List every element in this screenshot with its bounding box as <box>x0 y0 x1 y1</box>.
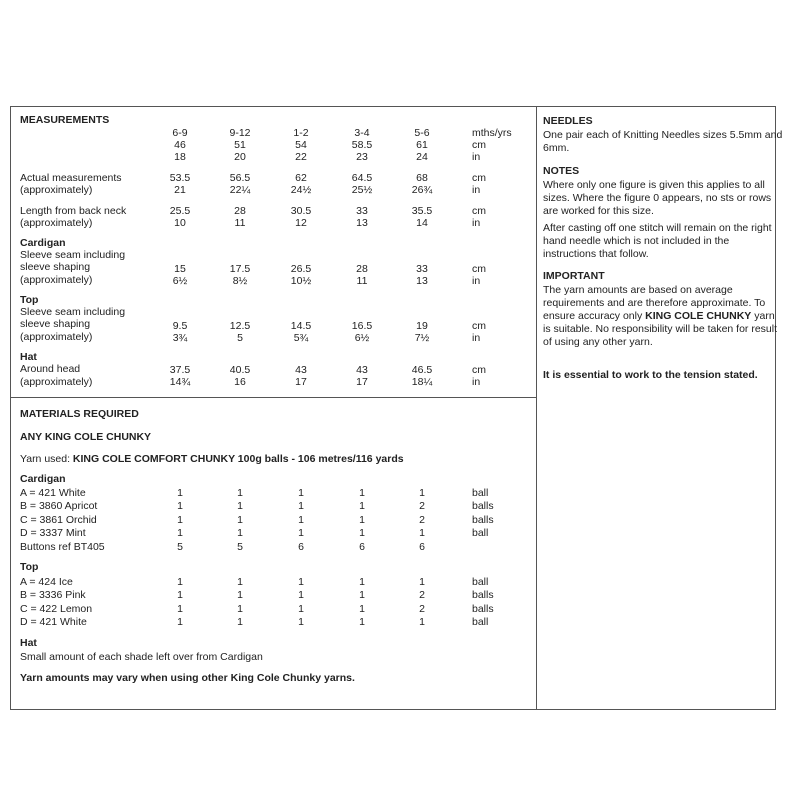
unit-cm: cm <box>472 320 486 332</box>
hat-cm-value: 40.5 <box>229 364 251 376</box>
material-qty: 1 <box>237 500 243 512</box>
size-value: 51 <box>234 139 246 151</box>
material-qty: 1 <box>237 514 243 526</box>
hat-in-value: 14¾ <box>169 376 191 388</box>
length-cm-value: 33 <box>356 205 368 217</box>
material-row-label: C = 422 Lemon <box>20 603 93 615</box>
important-title: IMPORTANT <box>543 270 605 282</box>
actual-in-value: 22¼ <box>229 184 251 196</box>
hat-label: Around head <box>20 363 81 375</box>
material-qty: 1 <box>177 616 183 628</box>
length-cm-value: 30.5 <box>290 205 312 217</box>
top-label: (approximately) <box>20 331 93 343</box>
size-value: 54 <box>295 139 307 151</box>
materials-title: MATERIALS REQUIRED <box>20 408 139 420</box>
hat-in-value: 17 <box>356 376 368 388</box>
length-in-value: 14 <box>416 217 428 229</box>
top-heading: Top <box>20 294 39 306</box>
size-value: 1-2 <box>293 127 309 139</box>
actual-label: Actual measurements <box>20 172 122 184</box>
materials-subtitle: ANY KING COLE CHUNKY <box>20 431 152 443</box>
material-qty: 1 <box>177 576 183 588</box>
hat-cm-value: 46.5 <box>411 364 433 376</box>
cardigan-materials-heading: Cardigan <box>20 473 66 485</box>
material-qty: 5 <box>177 541 183 553</box>
notes-title: NOTES <box>543 165 580 177</box>
material-qty: 1 <box>359 527 365 539</box>
top-label: sleeve shaping <box>20 318 91 330</box>
cardigan-cm-value: 17.5 <box>229 263 251 275</box>
material-row-label: A = 421 White <box>20 487 86 499</box>
hat-materials-text: Small amount of each shade left over from Cardigan <box>20 651 263 663</box>
material-qty: 1 <box>177 527 183 539</box>
material-qty: 1 <box>359 603 365 615</box>
unit-cm: cm <box>472 205 486 217</box>
material-unit: ball <box>472 527 489 539</box>
material-row-label: C = 3861 Orchid <box>20 514 97 526</box>
needles-text: One pair each of Knitting Needles sizes 5.5mm and 6mm. <box>543 129 783 154</box>
hat-in-value: 16 <box>234 376 246 388</box>
actual-cm-value: 68 <box>416 172 428 184</box>
cardigan-in-value: 8½ <box>232 275 248 287</box>
top-in-value: 6½ <box>354 332 370 344</box>
length-in-value: 13 <box>356 217 368 229</box>
material-unit: ball <box>472 576 489 588</box>
size-value: 22 <box>295 151 307 163</box>
tension-note: It is essential to work to the tension stated. <box>543 369 758 381</box>
size-value: 46 <box>174 139 186 151</box>
length-cm-value: 25.5 <box>169 205 191 217</box>
material-qty: 1 <box>298 500 304 512</box>
size-value: 9-12 <box>229 127 251 139</box>
length-in-value: 10 <box>174 217 186 229</box>
material-qty: 1 <box>419 576 425 588</box>
measurements-title: MEASUREMENTS <box>20 114 110 126</box>
size-value: 18 <box>174 151 186 163</box>
cardigan-cm-value: 33 <box>416 263 428 275</box>
unit-in: in <box>472 184 481 196</box>
top-cm-value: 16.5 <box>351 320 373 332</box>
material-qty: 1 <box>298 603 304 615</box>
cardigan-label: (approximately) <box>20 274 93 286</box>
material-unit: balls <box>472 514 494 526</box>
size-value: 6-9 <box>172 127 188 139</box>
material-qty: 1 <box>177 487 183 499</box>
material-qty: 1 <box>298 616 304 628</box>
actual-cm-value: 62 <box>295 172 307 184</box>
material-qty: 1 <box>237 589 243 601</box>
top-in-value: 7½ <box>414 332 430 344</box>
material-qty: 1 <box>419 616 425 628</box>
material-qty: 2 <box>419 514 425 526</box>
material-qty: 1 <box>298 487 304 499</box>
material-qty: 6 <box>298 541 304 553</box>
size-value: 58.5 <box>351 139 373 151</box>
top-cm-value: 14.5 <box>290 320 312 332</box>
cardigan-cm-value: 26.5 <box>290 263 312 275</box>
material-unit: ball <box>472 487 489 499</box>
top-cm-value: 12.5 <box>229 320 251 332</box>
hat-heading: Hat <box>20 351 37 363</box>
material-row-label: A = 424 Ice <box>20 576 73 588</box>
actual-in-value: 21 <box>174 184 186 196</box>
needles-title: NEEDLES <box>543 115 593 127</box>
hat-cm-value: 43 <box>295 364 307 376</box>
material-qty: 1 <box>237 616 243 628</box>
material-unit: ball <box>472 616 489 628</box>
actual-in-value: 25½ <box>351 184 373 196</box>
length-in-value: 11 <box>234 217 246 229</box>
cardigan-cm-value: 15 <box>174 263 186 275</box>
unit-cm: cm <box>472 364 486 376</box>
material-qty: 1 <box>298 514 304 526</box>
material-qty: 1 <box>359 616 365 628</box>
unit-in: in <box>472 217 481 229</box>
material-row-label: B = 3336 Pink <box>20 589 86 601</box>
hat-in-value: 17 <box>295 376 307 388</box>
material-row-label: D = 421 White <box>20 616 87 628</box>
material-unit: balls <box>472 589 494 601</box>
material-qty: 1 <box>359 589 365 601</box>
unit-in: in <box>472 275 481 287</box>
material-qty: 1 <box>237 487 243 499</box>
material-unit: balls <box>472 500 494 512</box>
size-value: 5-6 <box>414 127 430 139</box>
hat-cm-value: 43 <box>356 364 368 376</box>
top-in-value: 3¾ <box>172 332 188 344</box>
material-qty: 1 <box>237 527 243 539</box>
material-qty: 2 <box>419 500 425 512</box>
cardigan-heading: Cardigan <box>20 237 66 249</box>
yarn-name: KING COLE COMFORT CHUNKY 100g balls - 106 metres/116 yards <box>72 453 404 465</box>
top-label: Sleeve seam including <box>20 306 126 318</box>
material-qty: 1 <box>177 589 183 601</box>
material-qty: 1 <box>298 589 304 601</box>
size-value: 24 <box>416 151 428 163</box>
material-qty: 1 <box>359 514 365 526</box>
size-value: 23 <box>356 151 368 163</box>
top-in-value: 5 <box>237 332 243 344</box>
important-text-a: The yarn amounts are based on average requirements and are therefore approximate. To ensure accuracy only <box>543 284 766 322</box>
material-qty: 1 <box>419 487 425 499</box>
material-qty: 2 <box>419 603 425 615</box>
hat-cm-value: 37.5 <box>169 364 191 376</box>
top-cm-value: 19 <box>416 320 428 332</box>
top-cm-value: 9.5 <box>172 320 188 332</box>
unit-cm: cm <box>472 172 486 184</box>
material-qty: 1 <box>298 527 304 539</box>
size-value: 61 <box>416 139 428 151</box>
material-qty: 6 <box>359 541 365 553</box>
actual-cm-value: 56.5 <box>229 172 251 184</box>
material-qty: 1 <box>359 576 365 588</box>
size-unit: cm <box>472 139 486 151</box>
material-qty: 1 <box>359 487 365 499</box>
unit-in: in <box>472 376 481 388</box>
top-materials-heading: Top <box>20 561 39 573</box>
material-qty: 1 <box>359 500 365 512</box>
cardigan-in-value: 13 <box>416 275 428 287</box>
section-divider <box>10 397 536 398</box>
material-qty: 6 <box>419 541 425 553</box>
material-qty: 5 <box>237 541 243 553</box>
important-brand: KING COLE CHUNKY <box>645 310 752 322</box>
actual-in-value: 24½ <box>290 184 312 196</box>
length-in-value: 12 <box>295 217 307 229</box>
size-value: 3-4 <box>354 127 370 139</box>
material-qty: 1 <box>419 527 425 539</box>
cardigan-in-value: 11 <box>356 275 368 287</box>
size-unit: in <box>472 151 481 163</box>
notes-text-1: Where only one figure is given this applies to all sizes. Where the figure 0 appears, no sts or rows are worked for this size. <box>543 179 772 217</box>
actual-cm-value: 53.5 <box>169 172 191 184</box>
cardigan-cm-value: 28 <box>356 263 368 275</box>
material-qty: 1 <box>177 603 183 615</box>
hat-materials-heading: Hat <box>20 637 37 649</box>
yarn-used-prefix: Yarn used: <box>20 453 73 465</box>
notes-text-2: After casting off one stitch will remain on the right hand needle which is not included in the instructions that follow. <box>543 222 772 260</box>
cardigan-in-value: 10½ <box>290 275 312 287</box>
size-unit: mths/yrs <box>472 127 512 139</box>
length-label: (approximately) <box>20 217 93 229</box>
hat-label: (approximately) <box>20 376 93 388</box>
size-value: 20 <box>234 151 246 163</box>
material-row-label: Buttons ref BT405 <box>20 541 105 553</box>
actual-label: (approximately) <box>20 184 93 196</box>
column-divider <box>536 106 537 710</box>
length-cm-value: 35.5 <box>411 205 433 217</box>
top-in-value: 5¾ <box>293 332 309 344</box>
material-qty: 1 <box>237 576 243 588</box>
material-qty: 2 <box>419 589 425 601</box>
length-cm-value: 28 <box>234 205 246 217</box>
cardigan-label: Sleeve seam including <box>20 249 126 261</box>
material-row-label: D = 3337 Mint <box>20 527 86 539</box>
material-qty: 1 <box>177 500 183 512</box>
important-text-b: yarn is suitable. No responsibility will be taken for result of using any other yarn. <box>543 310 778 348</box>
cardigan-in-value: 6½ <box>172 275 188 287</box>
actual-in-value: 26¾ <box>411 184 433 196</box>
material-qty: 1 <box>177 514 183 526</box>
important-text <box>543 284 783 349</box>
yarn-used-line <box>20 453 404 466</box>
materials-footer: Yarn amounts may vary when using other King Cole Chunky yarns. <box>20 672 355 684</box>
actual-cm-value: 64.5 <box>351 172 373 184</box>
material-qty: 1 <box>298 576 304 588</box>
hat-in-value: 18¼ <box>411 376 433 388</box>
material-row-label: B = 3860 Apricot <box>20 500 98 512</box>
material-unit: balls <box>472 603 494 615</box>
length-label: Length from back neck <box>20 205 127 217</box>
unit-cm: cm <box>472 263 486 275</box>
unit-in: in <box>472 332 481 344</box>
material-qty: 1 <box>237 603 243 615</box>
cardigan-label: sleeve shaping <box>20 261 91 273</box>
